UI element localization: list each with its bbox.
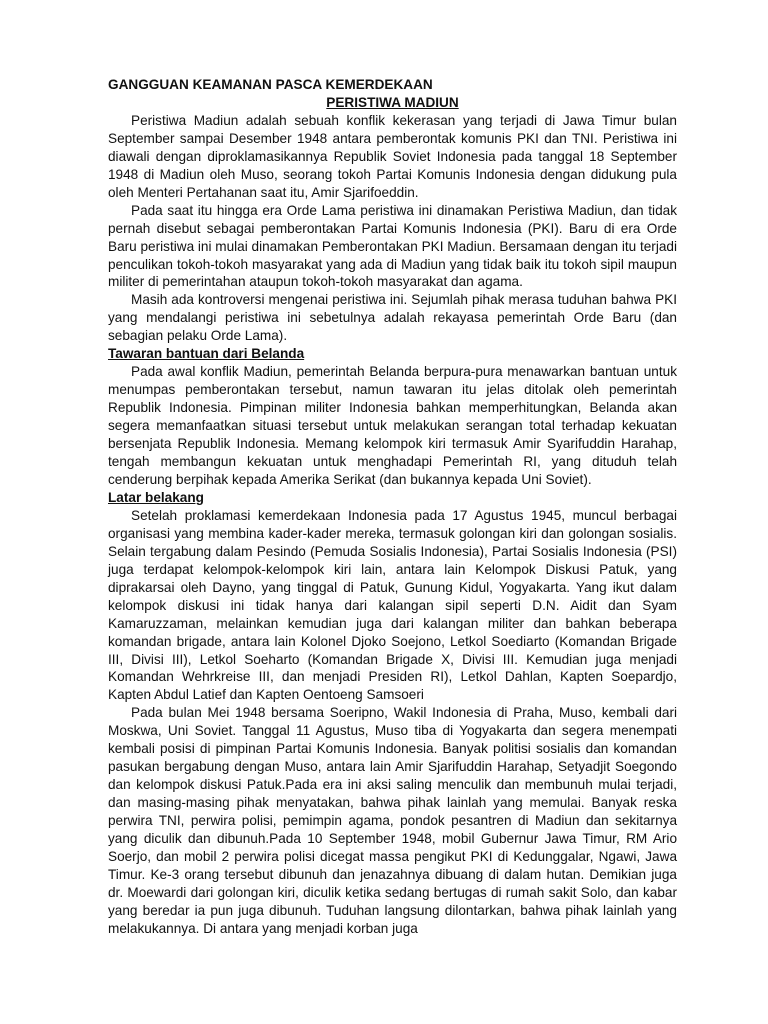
document-subtitle: PERISTIWA MADIUN — [326, 94, 459, 110]
document-page — [108, 76, 677, 938]
paragraph: Pada awal konflik Madiun, pemerintah Belanda berpura-pura menawarkan bantuan untuk menumpas pemberontakan tersebut, namun tawaran itu jelas ditolak oleh pemerintah Republik Indonesia. Pimpinan militer Indonesia bahkan memperhitungkan, Belanda akan segera memanfaatkan situasi tersebut untuk melakukan serangan total terhadap kekuatan bersenjata Republik Indonesia. Memang kelompok kiri termasuk Amir Syarifuddin Harahap, tengah membangun kekuatan untuk menghadapi Pemerintah RI, yang dituduh telah cenderung berpihak kepada Amerika Serikat (dan bukannya kepada Uni Soviet). — [108, 364, 677, 487]
paragraph: Setelah proklamasi kemerdekaan Indonesia pada 17 Agustus 1945, muncul berbagai organisasi yang membina kader-kader mereka, termasuk golongan kiri dan golongan sosialis. Selain tergabung dalam Pesindo (Pemuda Sosialis Indonesia), Partai Sosialis Indonesia (PSI) juga terdapat kelompok-kelompok kiri lain, antara lain Kelompok Diskusi Patuk, yang diprakarsai oleh Dayno, yang tinggal di Patuk, Gunung Kidul, Yogyakarta. Yang ikut dalam kelompok diskusi ini tidak hanya dari kalangan sipil seperti D.N. Aidit dan Syam Kamaruzzaman, melainkan kemudian juga dari kalangan militer dan bahkan beberapa komandan brigade, antara lain Kolonel Djoko Soejono, Letkol Soediarto (Komandan Brigade III, Divisi III), Letkol Soeharto (Komandan Brigade X, Divisi III. Kemudian juga menjadi Komandan Wehrkreise III, dan menjadi Presiden RI), Letkol Dahlan, Kapten Soepardjo, Kapten Abdul Latief dan Kapten Oentoeng Samsoeri — [108, 507, 677, 703]
paragraph: Pada saat itu hingga era Orde Lama peristiwa ini dinamakan Peristiwa Madiun, dan tidak pernah disebut sebagai pemberontakan Partai Komunis Indonesia (PKI). Baru di era Orde Baru peristiwa ini mulai dinamakan Pemberontakan PKI Madiun. Bersamaan dengan itu terjadi penculikan tokoh-tokoh masyarakat yang ada di Madiun yang tidak baik itu tokoh sipil maupun militer di pemerintahan ataupun tokoh-tokoh masyarakat dan agama. — [108, 202, 677, 290]
section-heading: Tawaran bantuan dari Belanda — [108, 346, 305, 362]
paragraph: Masih ada kontroversi mengenai peristiwa ini. Sejumlah pihak merasa tuduhan bahwa PKI yang mendalangi peristiwa ini sebetulnya adalah rekayasa pemerintah Orde Baru (dan sebagian pelaku Orde Lama). — [108, 292, 677, 344]
document-title: GANGGUAN KEAMANAN PASCA KEMERDEKAAN — [108, 77, 433, 92]
paragraph: Pada bulan Mei 1948 bersama Soeripno, Wakil Indonesia di Praha, Muso, kembali dari Moskwa, Uni Soviet. Tanggal 11 Agustus, Muso tiba di Yogyakarta dan segera menempati kembali posisi di pimpinan Partai Komunis Indonesia. Banyak politisi sosialis dan komandan pasukan bergabung dengan Muso, antara lain Amir Sjarifuddin Harahap, Setyadjit Soegondo dan kelompok diskusi Patuk.Pada era ini aksi saling menculik dan membunuh mulai terjadi, dan masing-masing pihak menyatakan, bahwa pihak lainlah yang memulai. Banyak reska perwira TNI, perwira polisi, pemimpin agama, pondok pesantren di Madiun dan sekitarnya yang diculik dan dibunuh.Pada 10 September 1948, mobil Gubernur Jawa Timur, RM Ario Soerjo, dan mobil 2 perwira polisi dicegat massa pengikut PKI di Kedunggalar, Ngawi, Jawa Timur. Ke-3 orang tersebut dibunuh dan jenazahnya dibuang di dalam hutan. Demikian juga dr. Moewardi dari golongan kiri, diculik ketika sedang bertugas di rumah sakit Solo, dan kabar yang beredar ia pun juga dibunuh. Tuduhan langsung dilontarkan, bahwa pihak lainlah yang melakukannya. Di antara yang menjadi korban juga — [108, 705, 677, 936]
section-heading: Latar belakang — [108, 489, 204, 505]
paragraph: Peristiwa Madiun adalah sebuah konflik kekerasan yang terjadi di Jawa Timur bulan September sampai Desember 1948 antara pemberontak komunis PKI dan TNI. Peristiwa ini diawali dengan diproklamasikannya Republik Soviet Indonesia pada tanggal 18 September 1948 di Madiun oleh Muso, seorang tokoh Partai Komunis Indonesia dengan didukung pula oleh Menteri Pertahanan saat itu, Amir Sjarifoeddin. — [108, 112, 677, 200]
